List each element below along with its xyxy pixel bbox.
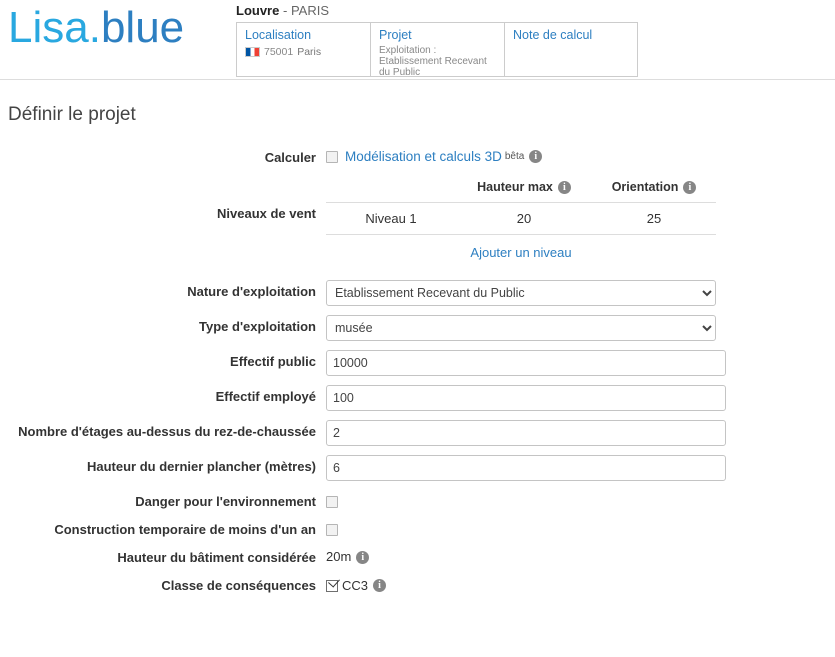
form-row-nature-exploitation: [0, 278, 835, 306]
postal-code: 75001: [264, 46, 294, 58]
select-type-exploitation[interactable]: [326, 315, 716, 341]
form-row-nombre-etages: [0, 418, 835, 446]
tab-note-de-calcul-label: Note de calcul: [513, 28, 593, 42]
table-header-row: [326, 174, 716, 203]
form-row-effectif-public: [0, 348, 835, 376]
cell-level-name: Niveau 1: [326, 203, 456, 235]
tab-projet-label: Projet: [379, 28, 412, 42]
tab-projet[interactable]: [370, 22, 504, 77]
table-row: [326, 203, 716, 235]
info-icon-hauteur-max[interactable]: i: [558, 181, 571, 194]
form-row-hauteur-dernier-plancher: [0, 453, 835, 481]
city-name: Paris: [297, 46, 322, 58]
project-name: Louvre: [236, 3, 280, 18]
logo-text-lisa: Lisa: [8, 3, 89, 52]
cell-orientation[interactable]: 25: [592, 203, 716, 235]
form-row-type-exploitation: [0, 313, 835, 341]
page-title: Définir le projet: [8, 104, 136, 125]
column-header-orientation-label: Orientation: [611, 180, 679, 194]
logo-dot: .: [88, 3, 101, 52]
project-form: [0, 144, 835, 593]
input-hauteur-dernier-plancher[interactable]: [326, 455, 726, 481]
label-nombre-etages: Nombre d'étages au-dessus du rez-de-chaussée: [18, 424, 316, 440]
tab-localisation-label: Localisation: [245, 28, 312, 42]
label-nature-exploitation: Nature d'exploitation: [187, 284, 316, 300]
label-type-exploitation: Type d'exploitation: [199, 319, 316, 335]
fr-flag-icon: [245, 47, 260, 57]
checkbox-classe-consequences[interactable]: [326, 580, 338, 592]
label-hauteur-dernier-plancher: Hauteur du dernier plancher (mètres): [87, 459, 316, 475]
form-row-effectif-employe: [0, 383, 835, 411]
add-level-container: [326, 235, 716, 264]
input-effectif-employe[interactable]: [326, 385, 726, 411]
tab-localisation-details: [245, 46, 362, 58]
tab-localisation-address: [264, 46, 321, 58]
column-header-orientation: [592, 174, 716, 203]
beta-badge: bêta: [504, 151, 525, 162]
input-effectif-public[interactable]: [326, 350, 726, 376]
cell-hauteur-max[interactable]: 20: [456, 203, 592, 235]
label-danger-environnement: Danger pour l'environnement: [135, 494, 316, 510]
tab-note-de-calcul[interactable]: [504, 22, 638, 77]
value-classe-consequences: CC3: [342, 578, 369, 594]
link-modelisation-calculs-3d[interactable]: Modélisation et calculs 3D: [345, 149, 502, 164]
label-effectif-public: Effectif public: [230, 354, 316, 370]
form-row-calculer: [0, 144, 835, 165]
label-hauteur-batiment: Hauteur du bâtiment considérée: [117, 550, 316, 566]
checkbox-modelisation-3d[interactable]: [326, 151, 338, 163]
label-calculer: Calculer: [264, 150, 316, 165]
label-classe-consequences: Classe de conséquences: [161, 578, 316, 594]
label-construction-temporaire: Construction temporaire de moins d'un an: [54, 522, 316, 538]
label-effectif-employe: Effectif employé: [215, 389, 316, 405]
info-icon-orientation[interactable]: i: [683, 181, 696, 194]
checkbox-danger-environnement[interactable]: [326, 496, 338, 508]
app-logo[interactable]: [8, 3, 185, 52]
wind-levels-block: [326, 174, 716, 264]
column-header-hauteur-max: [456, 174, 592, 203]
tab-bar: [236, 22, 638, 77]
select-nature-exploitation[interactable]: [326, 280, 716, 306]
form-row-danger-environnement: [0, 488, 835, 509]
link-ajouter-un-niveau[interactable]: Ajouter un niveau: [470, 245, 572, 261]
label-niveaux-de-vent: Niveaux de vent: [217, 206, 316, 221]
column-header-level: [326, 174, 456, 203]
value-hauteur-batiment: 20m: [326, 549, 352, 565]
info-icon-classe-consequences[interactable]: i: [373, 579, 386, 592]
project-title-separator: -: [282, 3, 288, 18]
app-header: [0, 0, 835, 80]
wind-levels-table: [326, 174, 716, 235]
column-header-hauteur-max-label: Hauteur max: [477, 180, 553, 194]
logo-text-blue: blue: [100, 3, 185, 52]
input-nombre-etages[interactable]: [326, 420, 726, 446]
form-row-construction-temporaire: [0, 516, 835, 537]
project-city: PARIS: [290, 3, 329, 18]
form-row-niveaux-de-vent: [0, 172, 835, 264]
project-title: [236, 3, 329, 18]
tab-projet-subtitle: Exploitation : Etablissement Recevant du Public: [379, 45, 487, 77]
info-icon-hauteur-batiment[interactable]: i: [356, 551, 369, 564]
tab-localisation[interactable]: [236, 22, 370, 77]
info-icon-calculer[interactable]: i: [529, 150, 542, 163]
checkbox-construction-temporaire[interactable]: [326, 524, 338, 536]
form-row-classe-consequences: [0, 572, 835, 593]
form-row-hauteur-batiment: [0, 544, 835, 565]
